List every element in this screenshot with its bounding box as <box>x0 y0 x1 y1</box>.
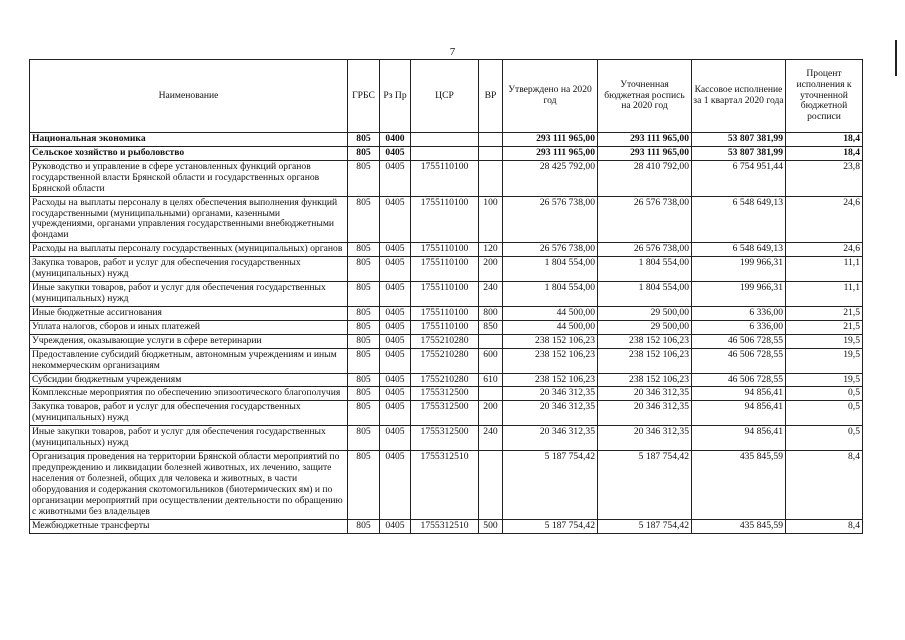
cell-csr: 1755312500 <box>411 401 479 426</box>
cell-vr: 600 <box>479 348 503 373</box>
cell-name: Иные бюджетные ассигнования <box>30 306 348 320</box>
header-percent: Процент исполнения к уточненной бюджетной росписи <box>786 60 863 133</box>
cell-approved: 238 152 106,23 <box>503 348 598 373</box>
cell-csr: 1755312500 <box>411 387 479 401</box>
cell-refined: 238 152 106,23 <box>598 348 692 373</box>
cell-percent: 8,4 <box>786 519 863 533</box>
cell-grbs: 805 <box>348 257 380 282</box>
cell-csr: 1755312500 <box>411 426 479 451</box>
cell-percent: 19,5 <box>786 373 863 387</box>
cell-csr <box>411 146 479 160</box>
cell-csr: 1755110100 <box>411 196 479 243</box>
cell-name: Организация проведения на территории Брянской области мероприятий по предупреждению и ликвидации болезней животных, их лечению, защите населения от болезней, общих для человека и животных, в части оборудования и содержания скотомогильников (биотермических ям) и по организации мероприятий при осуществлении деятельности по обращению с животными без владельцев <box>30 451 348 520</box>
cell-grbs: 805 <box>348 160 380 196</box>
cell-percent: 8,4 <box>786 451 863 520</box>
cell-cash: 46 506 728,55 <box>692 334 786 348</box>
cell-csr: 1755110100 <box>411 320 479 334</box>
table-body <box>30 133 863 534</box>
cell-name: Межбюджетные трансферты <box>30 519 348 533</box>
cell-vr <box>479 451 503 520</box>
cell-cash: 6 548 649,13 <box>692 243 786 257</box>
cell-grbs: 805 <box>348 320 380 334</box>
table-header-row <box>30 60 863 133</box>
cell-percent: 24,6 <box>786 243 863 257</box>
header-approved: Утверждено на 2020 год <box>503 60 598 133</box>
cell-vr: 200 <box>479 257 503 282</box>
cell-name: Расходы на выплаты персоналу в целях обеспечения выполнения функций государственными (муниципальными) органами, казенными учреждениями, органами управления государственными внебюджетными фондами <box>30 196 348 243</box>
cell-name: Закупка товаров, работ и услуг для обеспечения государственных (муниципальных) нужд <box>30 257 348 282</box>
header-refined: Уточненная бюджетная роспись на 2020 год <box>598 60 692 133</box>
cell-vr <box>479 387 503 401</box>
cell-vr: 240 <box>479 282 503 307</box>
cell-vr: 850 <box>479 320 503 334</box>
table-row <box>30 282 863 307</box>
cell-rzpr: 0405 <box>380 451 411 520</box>
header-name: Наименование <box>30 60 348 133</box>
table-row <box>30 320 863 334</box>
cell-csr: 1755110100 <box>411 243 479 257</box>
cell-rzpr: 0405 <box>380 401 411 426</box>
cell-grbs: 805 <box>348 348 380 373</box>
cell-grbs: 805 <box>348 196 380 243</box>
header-vr: ВР <box>479 60 503 133</box>
cell-refined: 1 804 554,00 <box>598 282 692 307</box>
cell-vr <box>479 160 503 196</box>
cell-cash: 53 807 381,99 <box>692 146 786 160</box>
cell-rzpr: 0405 <box>380 320 411 334</box>
cell-csr: 1755110100 <box>411 306 479 320</box>
cell-refined: 5 187 754,42 <box>598 451 692 520</box>
cell-approved: 26 576 738,00 <box>503 196 598 243</box>
table-row <box>30 348 863 373</box>
header-cash: Кассовое исполнение за 1 квартал 2020 года <box>692 60 786 133</box>
table-row <box>30 243 863 257</box>
cell-refined: 20 346 312,35 <box>598 426 692 451</box>
cell-refined: 293 111 965,00 <box>598 146 692 160</box>
cell-approved: 44 500,00 <box>503 306 598 320</box>
table-row <box>30 133 863 147</box>
cell-cash: 6 336,00 <box>692 306 786 320</box>
cell-cash: 199 966,31 <box>692 282 786 307</box>
cell-name: Учреждения, оказывающие услуги в сфере ветеринарии <box>30 334 348 348</box>
cell-name: Закупка товаров, работ и услуг для обеспечения государственных (муниципальных) нужд <box>30 401 348 426</box>
cell-csr: 1755110100 <box>411 160 479 196</box>
cell-cash: 435 845,59 <box>692 519 786 533</box>
cell-vr: 200 <box>479 401 503 426</box>
cell-csr <box>411 133 479 147</box>
cell-csr: 1755110100 <box>411 257 479 282</box>
cell-name: Расходы на выплаты персоналу государственных (муниципальных) органов <box>30 243 348 257</box>
cell-refined: 29 500,00 <box>598 320 692 334</box>
cell-approved: 5 187 754,42 <box>503 451 598 520</box>
cell-refined: 28 410 792,00 <box>598 160 692 196</box>
cell-name: Уплата налогов, сборов и иных платежей <box>30 320 348 334</box>
cell-grbs: 805 <box>348 387 380 401</box>
cell-name: Сельское хозяйство и рыболовство <box>30 146 348 160</box>
cell-percent: 11,1 <box>786 257 863 282</box>
cell-rzpr: 0405 <box>380 160 411 196</box>
cell-percent: 19,5 <box>786 334 863 348</box>
cell-csr: 1755312510 <box>411 519 479 533</box>
cell-rzpr: 0405 <box>380 146 411 160</box>
cell-cash: 46 506 728,55 <box>692 373 786 387</box>
cell-rzpr: 0405 <box>380 426 411 451</box>
cell-approved: 20 346 312,35 <box>503 401 598 426</box>
cell-approved: 238 152 106,23 <box>503 373 598 387</box>
cell-rzpr: 0405 <box>380 348 411 373</box>
cell-csr: 1755110100 <box>411 282 479 307</box>
cell-vr: 120 <box>479 243 503 257</box>
cell-cash: 46 506 728,55 <box>692 348 786 373</box>
cell-vr: 800 <box>479 306 503 320</box>
cell-cash: 94 856,41 <box>692 387 786 401</box>
cell-refined: 26 576 738,00 <box>598 243 692 257</box>
cell-vr <box>479 334 503 348</box>
cell-percent: 21,5 <box>786 306 863 320</box>
cell-rzpr: 0405 <box>380 257 411 282</box>
table-row <box>30 373 863 387</box>
cell-refined: 20 346 312,35 <box>598 401 692 426</box>
cell-percent: 0,5 <box>786 401 863 426</box>
cell-name: Национальная экономика <box>30 133 348 147</box>
cell-grbs: 805 <box>348 519 380 533</box>
cell-refined: 29 500,00 <box>598 306 692 320</box>
header-csr: ЦСР <box>411 60 479 133</box>
cell-refined: 238 152 106,23 <box>598 334 692 348</box>
cell-name: Комплексные мероприятия по обеспечению эпизоотического благополучия <box>30 387 348 401</box>
cell-rzpr: 0400 <box>380 133 411 147</box>
cell-csr: 1755210280 <box>411 373 479 387</box>
cell-percent: 0,5 <box>786 387 863 401</box>
cell-refined: 20 346 312,35 <box>598 387 692 401</box>
cell-rzpr: 0405 <box>380 243 411 257</box>
cell-cash: 94 856,41 <box>692 426 786 451</box>
cell-approved: 5 187 754,42 <box>503 519 598 533</box>
cell-grbs: 805 <box>348 401 380 426</box>
cell-rzpr: 0405 <box>380 196 411 243</box>
cell-percent: 21,5 <box>786 320 863 334</box>
cell-name: Субсидии бюджетным учреждениям <box>30 373 348 387</box>
cell-csr: 1755210280 <box>411 334 479 348</box>
table-row <box>30 426 863 451</box>
cell-grbs: 805 <box>348 282 380 307</box>
table-row <box>30 334 863 348</box>
cell-refined: 26 576 738,00 <box>598 196 692 243</box>
table-row <box>30 387 863 401</box>
cell-refined: 293 111 965,00 <box>598 133 692 147</box>
cell-rzpr: 0405 <box>380 306 411 320</box>
cell-grbs: 805 <box>348 426 380 451</box>
cell-approved: 26 576 738,00 <box>503 243 598 257</box>
header-rzpr: Рз Пр <box>380 60 411 133</box>
cell-grbs: 805 <box>348 133 380 147</box>
cell-approved: 293 111 965,00 <box>503 133 598 147</box>
cell-cash: 6 336,00 <box>692 320 786 334</box>
cell-approved: 20 346 312,35 <box>503 426 598 451</box>
cell-percent: 24,6 <box>786 196 863 243</box>
cell-cash: 435 845,59 <box>692 451 786 520</box>
cell-approved: 28 425 792,00 <box>503 160 598 196</box>
table-row <box>30 306 863 320</box>
cell-grbs: 805 <box>348 373 380 387</box>
cell-approved: 293 111 965,00 <box>503 146 598 160</box>
cell-cash: 94 856,41 <box>692 401 786 426</box>
cell-percent: 19,5 <box>786 348 863 373</box>
cell-approved: 1 804 554,00 <box>503 282 598 307</box>
cell-refined: 1 804 554,00 <box>598 257 692 282</box>
cell-csr: 1755210280 <box>411 348 479 373</box>
cell-vr: 610 <box>479 373 503 387</box>
cell-percent: 0,5 <box>786 426 863 451</box>
cell-approved: 20 346 312,35 <box>503 387 598 401</box>
cell-rzpr: 0405 <box>380 519 411 533</box>
cell-cash: 6 548 649,13 <box>692 196 786 243</box>
cell-approved: 44 500,00 <box>503 320 598 334</box>
cell-cash: 199 966,31 <box>692 257 786 282</box>
header-grbs: ГРБС <box>348 60 380 133</box>
table-row <box>30 146 863 160</box>
cell-percent: 18,4 <box>786 133 863 147</box>
table-row <box>30 196 863 243</box>
page-number: 7 <box>449 46 456 58</box>
cell-rzpr: 0405 <box>380 334 411 348</box>
cell-name: Руководство и управление в сфере установленных функций органов государственной власти Брянской области и государственных органов Брянской области <box>30 160 348 196</box>
cell-name: Иные закупки товаров, работ и услуг для обеспечения государственных (муниципальных) нужд <box>30 282 348 307</box>
cell-name: Иные закупки товаров, работ и услуг для обеспечения государственных (муниципальных) нужд <box>30 426 348 451</box>
cell-vr: 240 <box>479 426 503 451</box>
cell-grbs: 805 <box>348 146 380 160</box>
cell-vr <box>479 133 503 147</box>
cell-percent: 23,8 <box>786 160 863 196</box>
cell-percent: 11,1 <box>786 282 863 307</box>
scan-edge-mark <box>895 40 897 76</box>
cell-grbs: 805 <box>348 243 380 257</box>
cell-grbs: 805 <box>348 306 380 320</box>
table-row <box>30 257 863 282</box>
cell-rzpr: 0405 <box>380 373 411 387</box>
cell-grbs: 805 <box>348 334 380 348</box>
cell-grbs: 805 <box>348 451 380 520</box>
cell-cash: 53 807 381,99 <box>692 133 786 147</box>
cell-vr <box>479 146 503 160</box>
cell-approved: 238 152 106,23 <box>503 334 598 348</box>
cell-refined: 238 152 106,23 <box>598 373 692 387</box>
table-row <box>30 451 863 520</box>
cell-percent: 18,4 <box>786 146 863 160</box>
table-row <box>30 160 863 196</box>
cell-rzpr: 0405 <box>380 282 411 307</box>
budget-execution-table <box>29 59 863 534</box>
table-row <box>30 401 863 426</box>
cell-approved: 1 804 554,00 <box>503 257 598 282</box>
cell-cash: 6 754 951,44 <box>692 160 786 196</box>
cell-name: Предоставление субсидий бюджетным, автономным учреждениям и иным некоммерческим организациям <box>30 348 348 373</box>
table-row <box>30 519 863 533</box>
cell-refined: 5 187 754,42 <box>598 519 692 533</box>
cell-vr: 100 <box>479 196 503 243</box>
cell-rzpr: 0405 <box>380 387 411 401</box>
cell-csr: 1755312510 <box>411 451 479 520</box>
cell-vr: 500 <box>479 519 503 533</box>
